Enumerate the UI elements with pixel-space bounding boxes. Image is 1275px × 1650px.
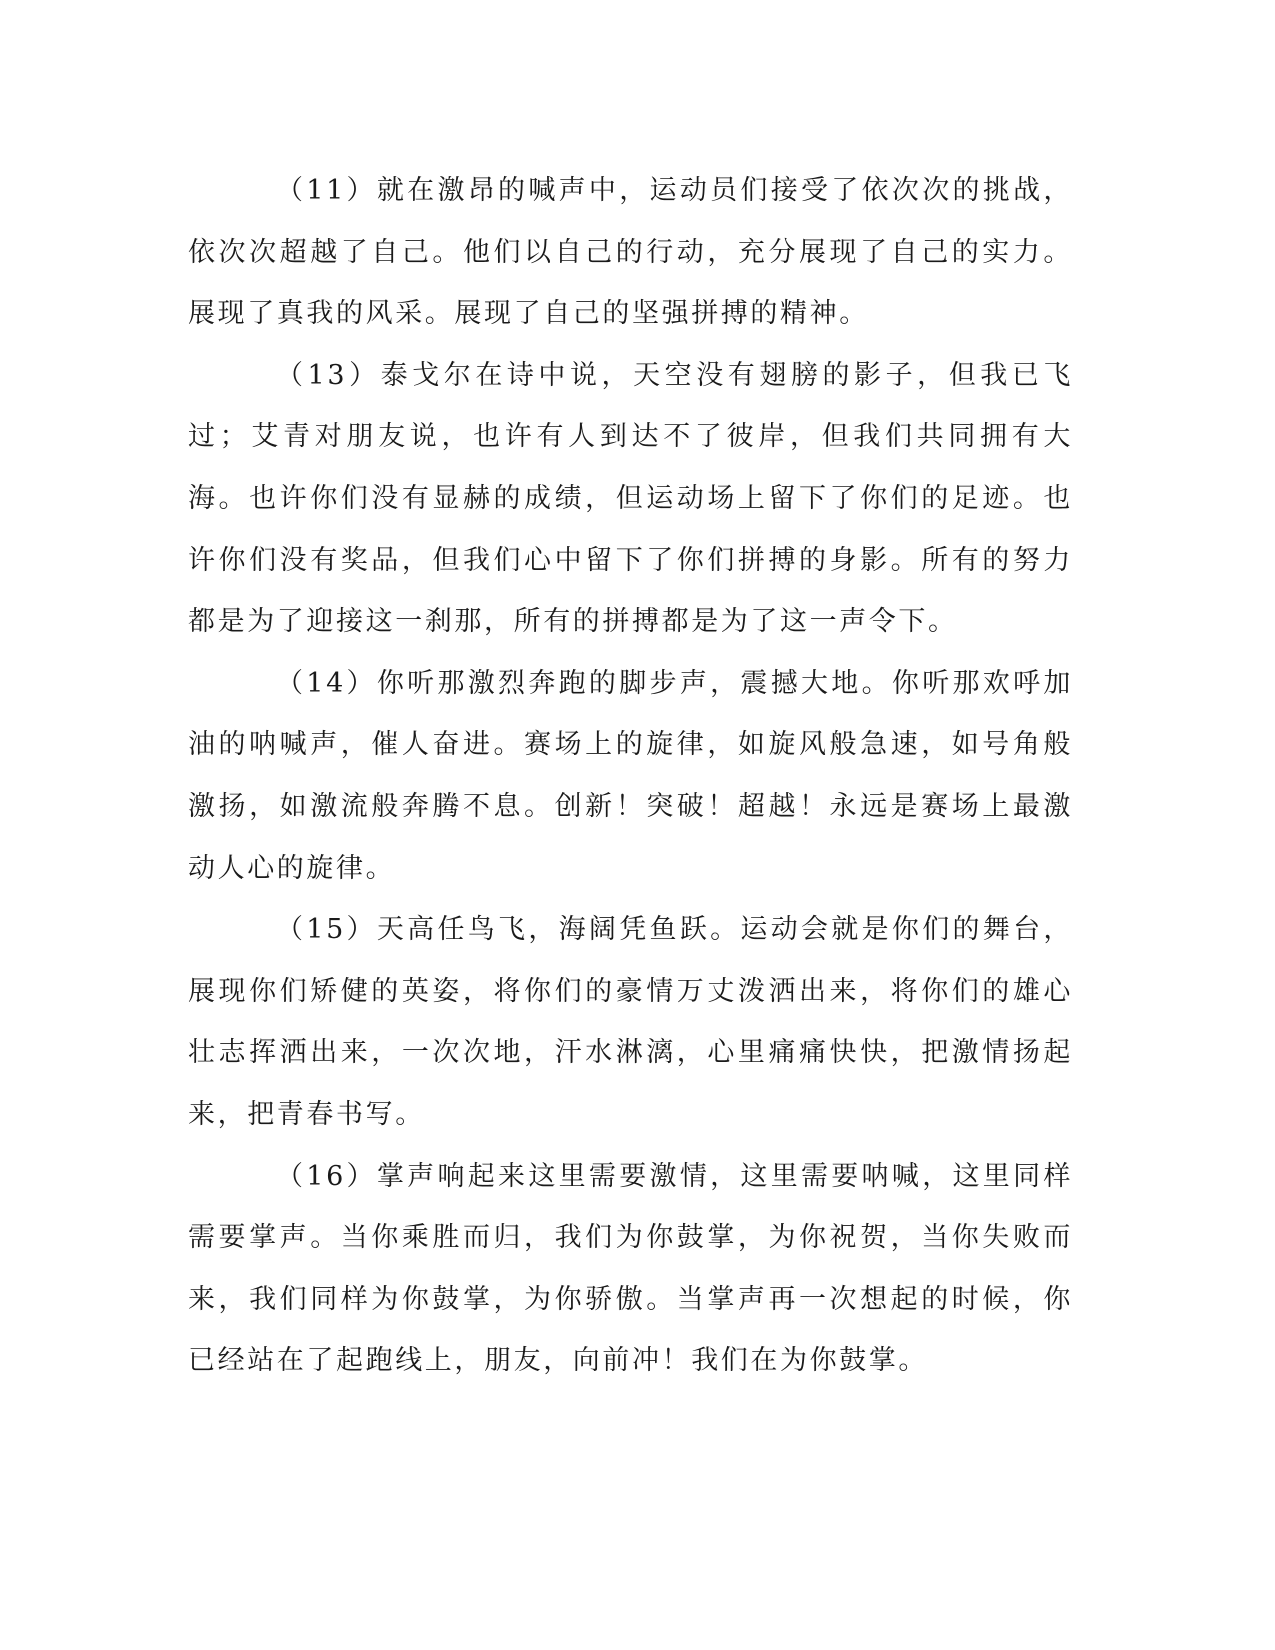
- paragraph-16: （16）掌声响起来这里需要激情，这里需要呐喊，这里同样需要掌声。当你乘胜而归，我们为你鼓掌，为你祝贺，当你失败而来，我们同样为你鼓掌，为你骄傲。当掌声再一次想起的时候，你已经站在了起跑线上，朋友，向前冲！我们在为你鼓掌。: [188, 1160, 1073, 1377]
- paragraph-14: （14）你听那激烈奔跑的脚步声，震撼大地。你听那欢呼加油的呐喊声，催人奋进。赛场上的旋律，如旋风般急速，如号角般激扬，如激流般奔腾不息。创新！突破！超越！永远是赛场上最激动人心的旋律。: [188, 667, 1073, 884]
- document-body: [188, 160, 1073, 1392]
- paragraph-11: （11）就在激昂的喊声中，运动员们接受了依次次的挑战，依次次超越了自己。他们以自己的行动，充分展现了自己的实力。展现了真我的风采。展现了自己的坚强拼搏的精神。: [188, 175, 1073, 330]
- paragraph-13: （13）泰戈尔在诗中说，天空没有翅膀的影子，但我已飞过；艾青对朋友说，也许有人到达不了彼岸，但我们共同拥有大海。也许你们没有显赫的成绩，但运动场上留下了你们的足迹。也许你们没有奖品，但我们心中留下了你们拼搏的身影。所有的努力都是为了迎接这一刹那，所有的拼搏都是为了这一声令下。: [188, 359, 1073, 638]
- paragraph-15: （15）天高任鸟飞，海阔凭鱼跃。运动会就是你们的舞台，展现你们矫健的英姿，将你们的豪情万丈泼洒出来，将你们的雄心壮志挥洒出来，一次次地，汗水淋漓，心里痛痛快快，把激情扬起来，把青春书写。: [188, 914, 1073, 1130]
